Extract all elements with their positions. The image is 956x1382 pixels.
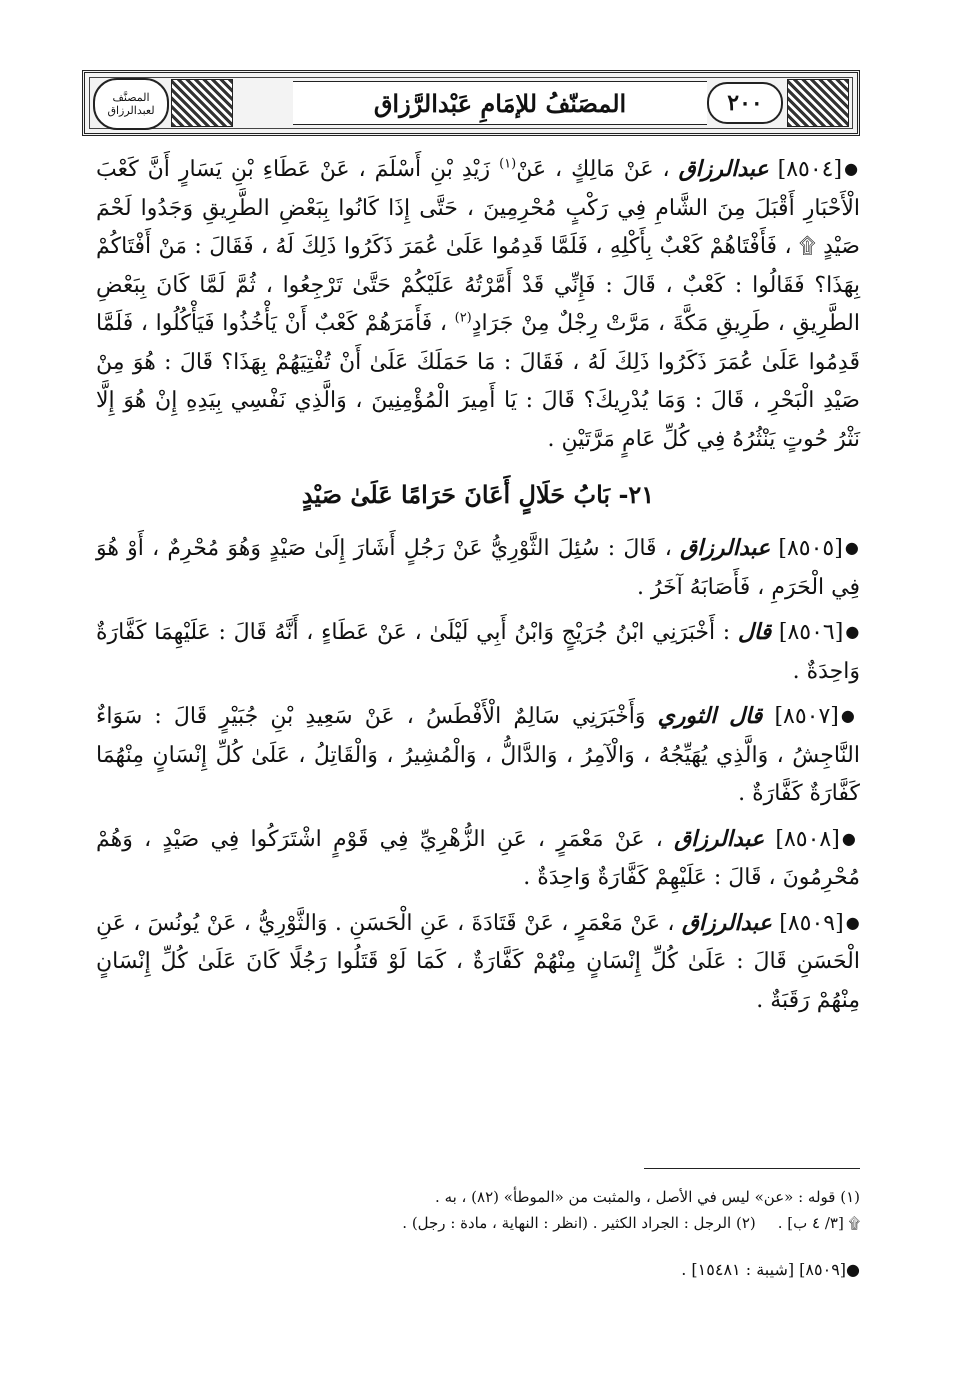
entry-text: ، فَأَمَرَهُمْ كَعْبٌ أَنْ يَأْخُذُوا فَيَأْكُلُوا ، فَلَمَّا قَدِمُوا عَلَىٰ عُمَرَ ذَكَرُوا ذَلِكَ لَهُ ، فَقَالَ : مَا حَمَلَكَ عَلَىٰ أَنْ تُفْتِيَهُمْ بِهَذَا؟ قَالَ : هُوَ مِنْ صَيْدِ الْبَحْرِ ، قَالَ : وَمَا يُدْرِيكَ؟ قَالَ : يَا أَمِيرَ الْمُؤْمِنِينَ ، وَالَّذِي نَفْسِي بِيَدِهِ إِنْ هُوَ إِلَّا نَثْرُ حُوتٍ يَنْثُرُهُ فِي كُلِّ عَامٍ مَرَّتَيْنِ . — [96, 311, 860, 452]
narrator-name: عبدالرزاق — [674, 825, 765, 852]
narrator-name: عبدالرزاق — [681, 909, 772, 936]
entry-text: ، فَأَفْتَاهُمْ كَعْبٌ بِأَكْلِهِ ، فَلَمَّا قَدِمُوا عَلَىٰ عُمَرَ ذَكَرُوا ذَلِكَ لَهُ ، فَقَالَ : مَنْ أَفْتَاكُمْ بِهَذَا؟ فَقَالُوا : كَعْبٌ ، قَالَ : فَإِنِّي قَدْ أَمَّرْتُهُ عَلَيْكُمْ حَتَّىٰ تَرْجِعُوا ، ثُمَّ لَمَّا كَانَ بِبَعْضِ الطَّرِيقِ ، طَرِيقِ مَكَّةَ ، مَرَّتْ رِجْلٌ مِنْ جَرَادٍ — [96, 234, 861, 336]
ornament-right — [787, 79, 849, 127]
bullet-icon: ● — [844, 159, 860, 178]
narrator-name: عبدالرزاق — [680, 535, 771, 561]
narrator-name: قال الثوري — [657, 703, 763, 729]
footnote-ref-2: (٢) — [454, 310, 472, 326]
hadith-entry-8509 — [96, 904, 860, 1021]
entry-text: زَيْدِ بْنِ أَسْلَمَ ، عَنْ عَطَاءِ بْنِ يَسَارٍ أَنَّ كَعْبَ الْأَحْبَارِ أَقْبَلَ مِنَ الشَّامِ فِي رَكْبٍ مُحْرِمِينَ ، حَتَّى إِذَا كَانُوا بِبَعْضِ الطَّرِيقِ وَجَدُوا لَحْمَ صَيْدٍ — [96, 157, 860, 259]
folio-note: ۩ [٣/ ٤ ب] . — [777, 1214, 860, 1232]
bullet-icon: ● — [844, 538, 861, 557]
footnote-2: (٢) الرجل : الجراد الكثير . (انظر : النهاية ، مادة : رجل) . — [402, 1214, 756, 1232]
book-title: المصَنّفُ للإمَامِ عَبْدالرَّزاق — [293, 81, 707, 125]
source-note: ●[٨٥٠٩] [شيبة : ١٥٤٨١] . — [681, 1260, 860, 1279]
logo-line-1: المصنَّف — [112, 91, 150, 104]
entry-text: ، عَنْ مَالِكٍ ، عَنْ — [516, 157, 670, 182]
narrator-name: عبدالرزاق — [678, 156, 769, 182]
hadith-entry-8507 — [96, 697, 860, 814]
entry-text: ، عَنْ مَعْمَرٍ ، عَنِ الزُّهْرِيِّ فِي قَوْمٍ اشْتَرَكُوا فِي صَيْدٍ ، وَهُمْ مُحْرِمُونَ ، قَالَ : عَلَيْهِمْ كَفَّارَةٌ وَاحِدَةٌ . — [96, 826, 860, 890]
chapter-heading: ٢١- بَابُ حَلَالٍ أَعَانَ حَرَامًا عَلَىٰ صَيْدٍ — [301, 480, 655, 509]
hadith-entry-8504 — [96, 150, 860, 459]
running-header — [82, 70, 860, 136]
footnote-row — [96, 1210, 860, 1236]
bullet-icon: ● — [841, 828, 860, 848]
book-logo — [93, 78, 169, 130]
folio-mark-icon: ۩ — [798, 234, 816, 259]
logo-line-2: لعبدالرزاق — [107, 104, 155, 117]
entry-number: [٨٥٠٩] — [779, 910, 844, 936]
entry-number: [٨٥٠٥] — [778, 536, 843, 561]
footnote-1: (١) قوله : «عن» ليس في الأصل ، والمثبت من «الموطأ» (٨٢) ، به . — [435, 1188, 860, 1206]
entry-text: ، قَالَ : سُئِلَ الثَّوْرِيُّ عَنْ رَجُلٍ أَشَارَ إِلَىٰ صَيْدٍ وَهُوَ مُحْرِمٌ ، أَوْ هُوَ فِي الْحَرَمِ ، فَأَصَابَهُ آخَرُ . — [96, 536, 860, 600]
entry-number: [٨٥٠٧] — [774, 704, 839, 729]
bullet-icon: ● — [845, 912, 860, 932]
entry-number: [٨٥٠٦] — [778, 620, 844, 645]
page-number: ٢٠٠ — [707, 82, 783, 124]
footnote-divider — [644, 1168, 860, 1169]
narrator-name: قال — [737, 619, 772, 645]
entry-text: ، عَنْ مَعْمَرٍ ، عَنْ قَتَادَةَ ، عَنِ الْحَسَنِ . وَالثَّوْرِيُّ ، عَنْ يُونُسَ ، عَنِ الْحَسَنِ قَالَ : عَلَىٰ كُلِّ إِنْسَانٍ مِنْهُمْ كَفَّارَةٌ ، كَمَا لَوْ قَتَلُوا رَجُلًا كَانَ عَلَىٰ كُلِّ إِنْسَانٍ مِنْهُمْ رَقَبَةٌ . — [96, 910, 860, 1013]
main-text — [96, 150, 860, 1020]
entry-text: : أَخْبَرَنِي ابْنُ جُرَيْجٍ وَابْنُ أَبِي لَيْلَىٰ ، عَنْ عَطَاءٍ ، أَنَّهُ قَالَ : عَلَيْهِمَا كَفَّارَةٌ وَاحِدَةٌ . — [96, 620, 860, 684]
entry-number: [٨٥٠٨] — [775, 826, 840, 852]
entry-number: [٨٥٠٤] — [777, 157, 843, 182]
ornament-left — [171, 79, 233, 127]
bullet-icon: ● — [840, 706, 860, 725]
hadith-entry-8506 — [96, 613, 860, 691]
footnote-ref-1: (١) — [499, 156, 517, 172]
footnotes — [96, 1184, 860, 1236]
hadith-entry-8505 — [96, 529, 860, 607]
hadith-entry-8508 — [96, 820, 860, 898]
entry-text: وَأَخْبَرَنِي سَالِمٌ الْأَفْطَسُ ، عَنْ سَعِيدِ بْنِ جُبَيْرٍ قَالَ : سَوَاءٌ النَّاجِشُ ، وَالَّذِي يُهَيِّجُهُ ، وَالْآمِرُ ، وَالدَّالُّ ، وَالْمُشِيرُ ، وَالْقَاتِلُ ، عَلَىٰ كُلِّ إِنْسَانٍ مِنْهُمَا كَفَّارَةٌ كَفَّارَةٌ . — [96, 704, 860, 806]
bullet-icon: ● — [845, 622, 860, 641]
